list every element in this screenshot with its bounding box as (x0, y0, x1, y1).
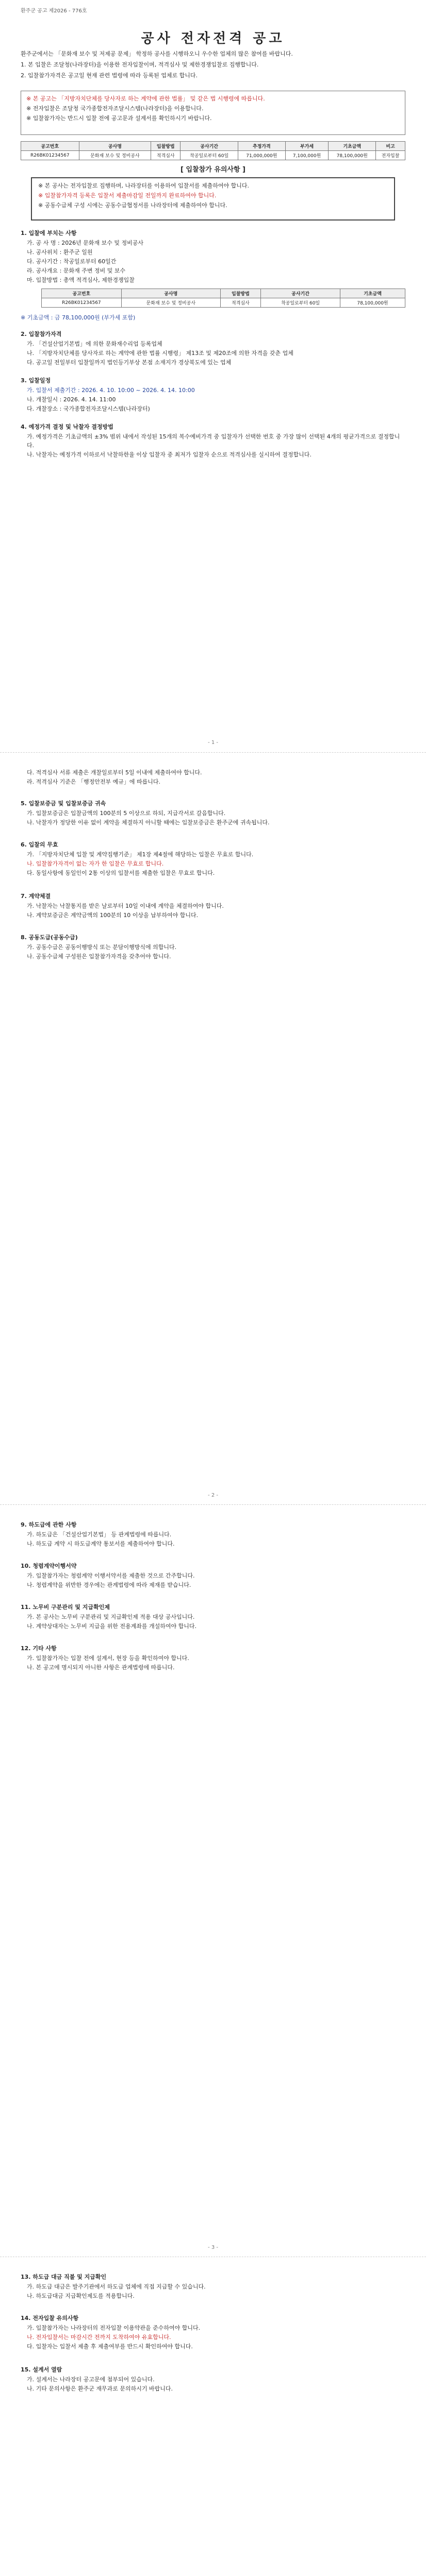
section-line: 가. 입찰참가자는 입찰 전에 설계서, 현장 등을 확인하여야 합니다. (27, 1655, 189, 1662)
table-header: 공고번호 (42, 289, 122, 298)
section-line: 나. 청렴계약을 위반한 경우에는 관계법령에 따라 제재를 받습니다. (27, 1582, 191, 1588)
section-line: 가. 「건설산업기본법」에 의한 문화재수리업 등록업체 (27, 341, 162, 347)
section-line: 가. 하도급은 「건설산업기본법」 등 관계법령에 따릅니다. (27, 1531, 172, 1538)
section-line: 가. 공동수급은 공동이행방식 또는 분담이행방식에 의합니다. (27, 944, 177, 951)
section-schedule (21, 376, 405, 414)
table-header: 입찰방법 (220, 289, 260, 298)
section-line: 나. 낙찰자가 정당한 이유 없이 계약을 체결하지 아니할 때에는 입찰보증금은 환주군에 귀속됩니다. (27, 819, 270, 826)
section-line: 가. 설계서는 나라장터 공고문에 첨부되어 있습니다. (27, 2376, 155, 2383)
document-page-4 (0, 2257, 426, 2576)
section-badge: [ 입찰참가 유의사항 ] (181, 166, 245, 174)
section-line: 가. 입찰참가자는 청렴계약 이행서약서를 제출한 것으로 간주합니다. (27, 1572, 195, 1579)
table-cell: R26BK01234567 (21, 151, 79, 160)
section-line: 나. 공동수급체 구성원은 입찰참가자격을 갖추어야 합니다. (27, 953, 171, 960)
page-number: - 1 - (208, 740, 218, 745)
section-line: 나. 공사위치 : 환주군 일원 (27, 249, 93, 256)
intro-line: 1. 본 입찰은 조달청(나라장터)을 이용한 전자입찰이며, 적격심사 및 제한경쟁입찰로 집행합니다. (21, 61, 259, 68)
section-line: 가. 「지방자치단체 입찰 및 계약집행기준」 제1장 제4절에 해당하는 입찰은 무효로 합니다. (27, 851, 254, 858)
notice-box-line: ※ 입찰참가자는 반드시 입찰 전에 공고문과 설계서를 확인하시기 바랍니다. (26, 115, 212, 122)
participation-notice-box (31, 177, 395, 221)
section-invalid-bids (21, 840, 405, 878)
intro-line: 2. 입찰참가자격은 공고일 현재 관련 법령에 따라 등록된 업체로 합니다. (21, 72, 198, 79)
section-line: 나. 하도급대금 지급확인제도를 적용합니다. (27, 2293, 135, 2299)
section-heading: 14. 전자입찰 유의사항 (21, 2315, 79, 2321)
section-labor-cost (21, 1603, 405, 1631)
section-line: 가. 입찰보증금은 입찰금액의 100분의 5 이상으로 하되, 지급각서로 갈음합니다. (27, 810, 226, 817)
document-page-3 (0, 1504, 426, 2257)
table-row (21, 151, 405, 160)
bid-detail-table (41, 289, 405, 308)
section-line: 나. 하도급 계약 시 하도급계약 통보서를 제출하여야 합니다. (27, 1540, 175, 1547)
section-heading: 8. 공동도급(공동수급) (21, 934, 78, 941)
section-heading: 3. 입찰일정 (21, 377, 51, 384)
section-line: 라. 공사개요 : 문화재 주변 정비 및 보수 (27, 267, 126, 274)
section-line: 나. 「지방자치단체를 당사자로 하는 계약에 관한 법률 시행령」 제13조 및 제20조에 의한 자격을 갖춘 업체 (27, 350, 293, 357)
table-header: 공사명 (121, 289, 220, 298)
table-cell: 전자입찰 (376, 151, 405, 160)
page-number: - 3 - (208, 2245, 218, 2250)
base-amount-note: ※ 기초금액 : 금 78,100,000원 (부가세 포함) (21, 314, 136, 321)
table-row (42, 298, 405, 308)
section-line: 다. 적격심사 서류 제출은 개찰일로부터 5일 이내에 제출하여야 합니다. (27, 769, 202, 776)
section-line: 나. 개찰일시 : 2026. 4. 14. 11:00 (27, 396, 116, 403)
section-contract (21, 892, 405, 920)
table-header: 부가세 (285, 142, 329, 151)
notice-box-line: ※ 본 공고는 「지방자치단체를 당사자로 하는 계약에 관한 법률」 및 같은 법 시행령에 따릅니다. (26, 95, 265, 102)
section-integrity (21, 1562, 405, 1590)
table-header: 비고 (376, 142, 405, 151)
page-title: 공사 전자전격 공고 (141, 31, 285, 46)
bid-summary-table (21, 141, 405, 160)
document-page-2 (0, 752, 426, 1505)
table-header: 공사기간 (261, 289, 340, 298)
section-heading: 13. 하도급 대금 직불 및 지급확인 (21, 2274, 107, 2280)
section-line: 가. 본 공사는 노무비 구분관리 및 지급확인제 적용 대상 공사입니다. (27, 1614, 195, 1620)
page-number: - 2 - (208, 1493, 218, 1498)
section-line: 다. 동일사항에 동일인이 2통 이상의 입찰서를 제출한 입찰은 무효로 합니다. (27, 870, 215, 876)
table-header: 기초금액 (340, 289, 405, 298)
section-heading: 4. 예정가격 결정 및 낙찰자 결정방법 (21, 423, 113, 430)
section-heading: 9. 하도급에 관한 사항 (21, 1521, 77, 1528)
section-line: 나. 본 공고에 명시되지 아니한 사항은 관계법령에 따릅니다. (27, 1664, 175, 1671)
section-bid-subject (21, 229, 405, 285)
section-design-docs (21, 2365, 405, 2394)
section-line: 마. 입찰방법 : 총액 적격심사, 제한경쟁입찰 (27, 277, 135, 283)
section-line: 가. 예정가격은 기초금액의 ±3% 범위 내에서 작성된 15개의 복수예비가격 중 입찰자가 선택한 번호 중 가장 많이 선택된 4개의 평균가격으로 결정합니다. (27, 433, 400, 449)
section-heading: 2. 입찰참가자격 (21, 331, 62, 337)
section-line: 다. 공사기간 : 착공일로부터 60일간 (27, 258, 117, 265)
table-cell: 문화재 보수 및 정비공사 (79, 151, 151, 160)
table-cell: 적격심사 (151, 151, 181, 160)
section-line: 가. 공 사 명 : 2026년 문화재 보수 및 정비공사 (27, 240, 144, 246)
notice-box (21, 91, 405, 135)
section-heading: 11. 노무비 구분관리 및 지급확인제 (21, 1604, 110, 1611)
table-cell: 78,100,000원 (329, 151, 376, 160)
intro-text (21, 49, 405, 82)
section-heading: 10. 청렴계약이행서약 (21, 1563, 77, 1569)
section-line: 가. 하도급 대금은 발주기관에서 하도급 업체에 직접 지급할 수 있습니다. (27, 2283, 206, 2290)
table-cell: 78,100,000원 (340, 298, 405, 308)
section-line: 다. 공고일 전일부터 입찰일까지 법인등기부상 본점 소재지가 경상북도에 있는 업체 (27, 359, 232, 366)
section-line: 나. 계약보증금은 계약금액의 100분의 10 이상을 납부하여야 합니다. (27, 912, 199, 919)
section-heading: 1. 입찰에 부치는 사항 (21, 230, 77, 236)
section-e-bidding (21, 2314, 405, 2351)
section-line: 나. 낙찰자는 예정가격 이하로서 낙찰하한율 이상 입찰자 중 최저가 입찰자 순으로 적격심사를 실시하여 결정합니다. (27, 451, 312, 458)
table-header: 공고번호 (21, 142, 79, 151)
section-line: 가. 입찰서 제출기간 : 2026. 4. 10. 10:00 ~ 2026. 4. 14. 10:00 (27, 387, 195, 394)
section-line: 가. 입찰참가자는 나라장터의 전자입찰 이용약관을 준수하여야 합니다. (27, 2325, 201, 2331)
table-cell: 착공일로부터 60일 (181, 151, 238, 160)
table-cell: 7,100,000원 (285, 151, 329, 160)
table-header: 기초금액 (329, 142, 376, 151)
section-eligibility (21, 330, 405, 367)
section-line: 라. 적격심사 기준은 「행정안전부 예규」에 따릅니다. (27, 778, 160, 785)
document-page-1 (0, 0, 426, 752)
section-direct-payment (21, 2273, 405, 2301)
section-line: 가. 낙찰자는 낙찰통지를 받은 날로부터 10일 이내에 계약을 체결하여야 합니다. (27, 903, 224, 909)
table-cell: 71,000,000원 (238, 151, 286, 160)
notice-line: ※ 공동수급체 구성 시에는 공동수급협정서를 나라장터에 제출하여야 합니다. (38, 202, 227, 209)
section-heading: 6. 입찰의 무효 (21, 841, 58, 848)
section-heading: 5. 입찰보증금 및 입찰보증금 귀속 (21, 800, 106, 807)
section-line: 다. 입찰자는 입찰서 제출 후 제출여부를 반드시 확인하여야 합니다. (27, 2343, 193, 2350)
section-heading: 12. 기타 사항 (21, 1645, 57, 1652)
table-cell: 적격심사 (220, 298, 260, 308)
section-subcontract (21, 1520, 405, 1549)
table-header: 추정가격 (238, 142, 286, 151)
table-cell: 문화재 보수 및 정비공사 (121, 298, 220, 308)
notice-line: ※ 입찰참가자격 등록은 입찰서 제출마감일 전일까지 완료하여야 합니다. (38, 192, 217, 199)
section-line: 나. 기타 문의사항은 환주군 재무과로 문의하시기 바랍니다. (27, 2385, 173, 2392)
section-line: 나. 전자입찰서는 마감시간 전까지 도착하여야 유효합니다. (27, 2334, 171, 2341)
intro-line: 환주군에서는 「문화재 보수 및 저제공 문제」 학정하 공사를 시행하오니 우수한 업체의 많은 참여를 바랍니다. (21, 50, 293, 57)
section-line: 나. 입찰참가자격이 없는 자가 한 입찰은 무효로 합니다. (27, 860, 164, 867)
section-misc (21, 1644, 405, 1672)
continuation-text (21, 768, 405, 787)
notice-line: ※ 본 공사는 전자입찰로 집행하며, 나라장터를 이용하여 입찰서를 제출하여야 합니다. (38, 182, 249, 189)
table-cell: R26BK01234567 (42, 298, 122, 308)
notice-box-line: ※ 전자입찰은 조달청 국가종합전자조달시스템(나라장터)을 이용합니다. (26, 105, 204, 112)
section-joint-contract (21, 933, 405, 961)
table-header: 공사기간 (181, 142, 238, 151)
table-cell: 착공일로부터 60일 (261, 298, 340, 308)
section-line: 다. 개찰장소 : 국가종합전자조달시스템(나라장터) (27, 405, 150, 412)
table-footnote (21, 313, 405, 323)
table-header: 입찰방법 (151, 142, 181, 151)
section-line: 나. 계약상대자는 노무비 지급을 위한 전용계좌를 개설하여야 합니다. (27, 1623, 196, 1630)
notice-number: 환주군 공고 제2026 - 776호 (21, 8, 87, 14)
table-header: 공사명 (79, 142, 151, 151)
section-heading: 15. 설계서 열람 (21, 2366, 62, 2373)
section-bid-bond (21, 799, 405, 827)
section-heading: 7. 계약체결 (21, 893, 51, 900)
section-award-method (21, 422, 405, 460)
